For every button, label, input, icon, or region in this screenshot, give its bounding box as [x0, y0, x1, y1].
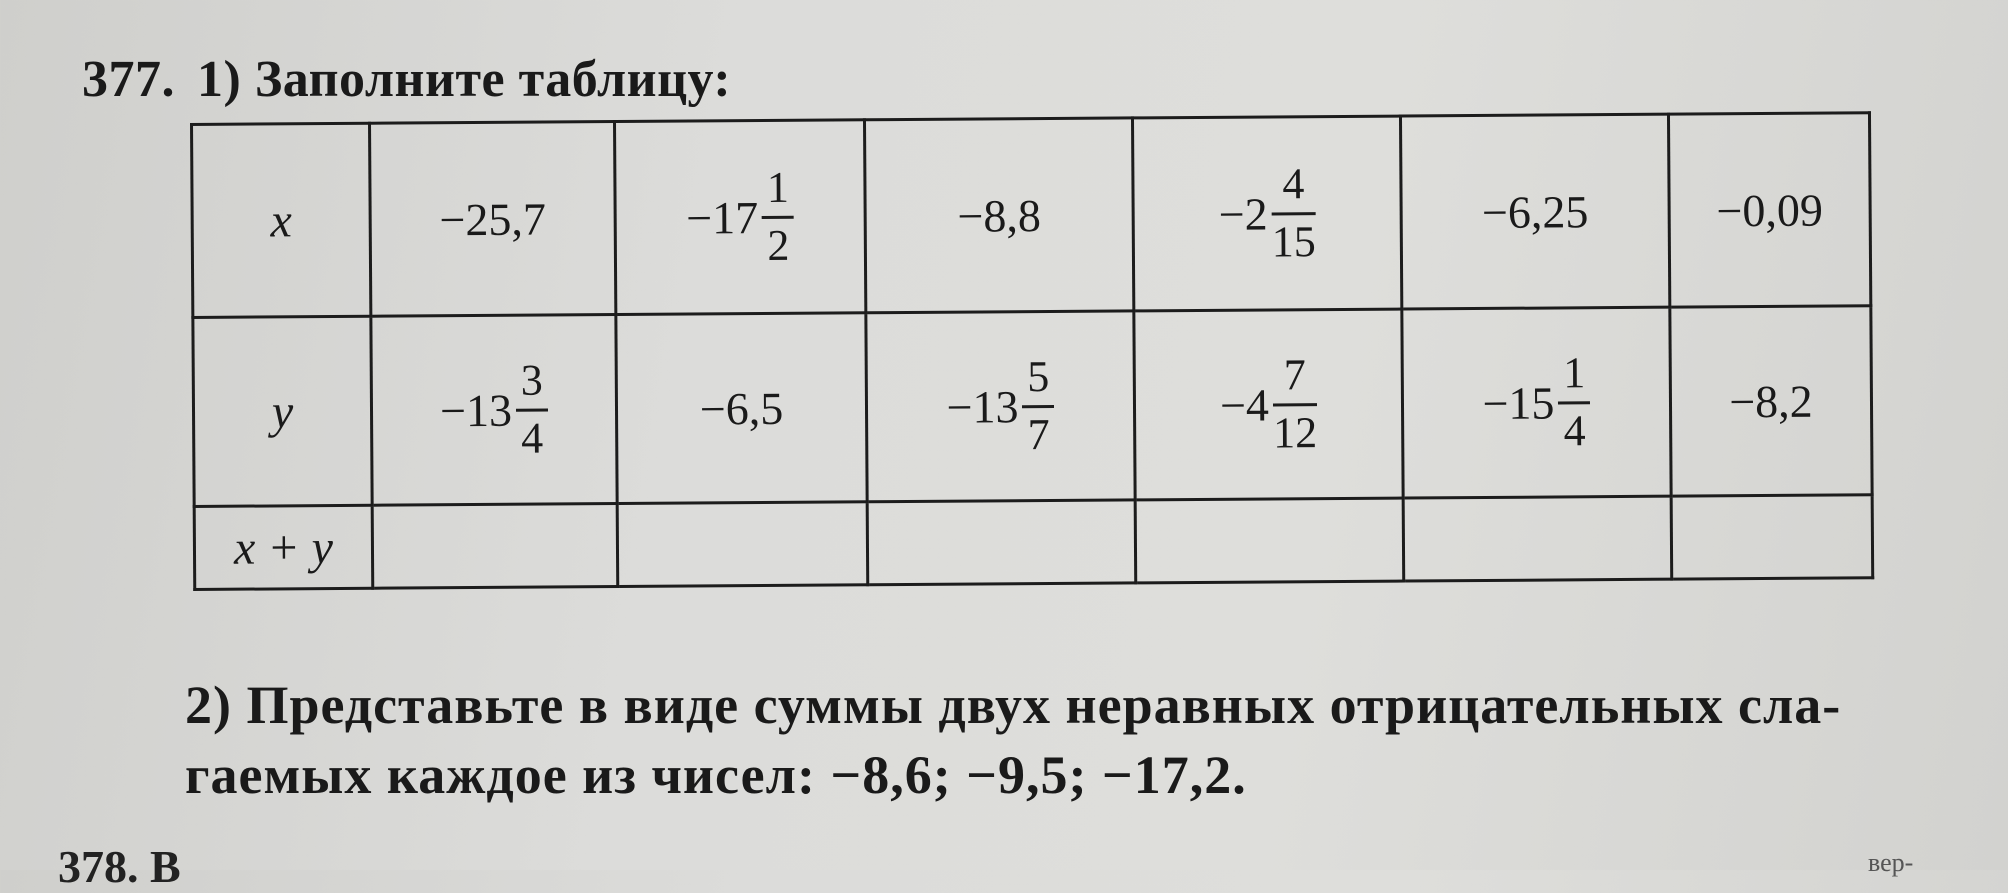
y-value-5-whole: −15	[1482, 376, 1555, 429]
sum-cell-6	[1671, 495, 1873, 579]
fraction-bar	[516, 408, 548, 411]
y-cell-2	[616, 313, 867, 504]
part2-line-1: 2) Представьте в виде суммы двух неравных отрицательных сла-	[185, 675, 1842, 735]
x-cell-1	[370, 122, 616, 317]
row-label-x: x	[192, 123, 371, 317]
x-value-2-fraction	[762, 165, 795, 269]
corner-text-fragment: вер-	[1868, 848, 1914, 877]
part1-instruction: 1) Заполните таблицу:	[197, 51, 732, 108]
y-value-3-denominator: 7	[1027, 409, 1050, 459]
x-value-2-denominator: 2	[767, 220, 790, 270]
x-cell-3	[864, 118, 1133, 313]
y-cell-3	[866, 311, 1135, 502]
y-value-3-fraction	[1022, 354, 1055, 458]
y-cell-6	[1670, 306, 1872, 496]
y-cell-4	[1134, 309, 1403, 500]
problem-heading	[82, 50, 731, 109]
next-problem-cutoff: 378. В	[58, 841, 181, 892]
x-value-2-whole: −17	[686, 191, 759, 244]
y-value-4-numerator: 7	[1283, 350, 1306, 400]
x-value-4-fraction	[1271, 161, 1316, 265]
fraction-bar	[1558, 401, 1590, 404]
sum-cell-3	[867, 500, 1136, 585]
x-value-5: −6,25	[1481, 185, 1589, 238]
x-value-6: −0,09	[1716, 184, 1824, 236]
y-value-4-fraction	[1273, 352, 1318, 456]
y-value-5-fraction	[1558, 348, 1591, 455]
x-value-1: −25,7	[439, 193, 547, 245]
x-value-4	[1218, 161, 1316, 265]
row-label-y: y	[193, 316, 372, 506]
y-value-5-denominator: 4	[1563, 405, 1586, 455]
y-cell-1	[371, 315, 617, 506]
x-value-4-whole: −2	[1218, 187, 1268, 240]
fraction-bar	[762, 215, 794, 218]
y-value-1	[439, 355, 549, 463]
sum-cell-2	[617, 502, 868, 587]
part2-instruction	[185, 670, 1925, 810]
y-value-2: −6,5	[699, 382, 784, 434]
y-value-4	[1220, 352, 1318, 456]
x-cell-6	[1668, 113, 1870, 307]
fraction-bar	[1273, 403, 1317, 406]
y-value-1-whole: −13	[439, 384, 513, 436]
x-value-2-numerator: 1	[766, 163, 790, 213]
x-value-4-numerator: 4	[1282, 159, 1305, 209]
fraction-bar	[1272, 212, 1316, 215]
x-cell-2	[615, 120, 866, 315]
y-value-4-whole: −4	[1219, 378, 1270, 431]
y-value-3	[946, 354, 1055, 458]
y-value-1-fraction	[516, 355, 549, 463]
y-value-4-denominator: 12	[1272, 407, 1318, 457]
x-cell-4	[1132, 116, 1401, 311]
y-value-3-numerator: 5	[1027, 352, 1050, 402]
y-value-6: −8,2	[1729, 375, 1813, 427]
y-value-1-denominator: 4	[521, 413, 544, 463]
x-value-2	[686, 165, 795, 269]
row-label-sum: x + y	[194, 505, 373, 589]
y-value-5-numerator: 1	[1563, 348, 1586, 398]
values-table-container	[190, 111, 1871, 593]
x-cell-5	[1400, 114, 1669, 309]
part2-line-2: гаемых каждое из чисел: −8,6; −9,5; −17,2.	[185, 745, 1247, 805]
sum-cell-4	[1135, 498, 1404, 583]
sum-cell-5	[1403, 496, 1672, 581]
table-row-x	[192, 113, 1871, 318]
table-row-y	[193, 306, 1872, 507]
x-value-4-denominator: 15	[1271, 216, 1316, 266]
table-row-sum	[194, 495, 1873, 590]
y-cell-5	[1402, 307, 1671, 498]
values-table	[190, 111, 1874, 591]
y-value-1-numerator: 3	[520, 355, 543, 406]
sum-cell-1	[372, 504, 618, 589]
x-value-3: −8,8	[957, 189, 1042, 242]
y-value-3-whole: −13	[946, 380, 1019, 433]
fraction-bar	[1022, 404, 1054, 407]
y-value-5	[1482, 348, 1591, 455]
problem-number: 377.	[82, 51, 175, 108]
